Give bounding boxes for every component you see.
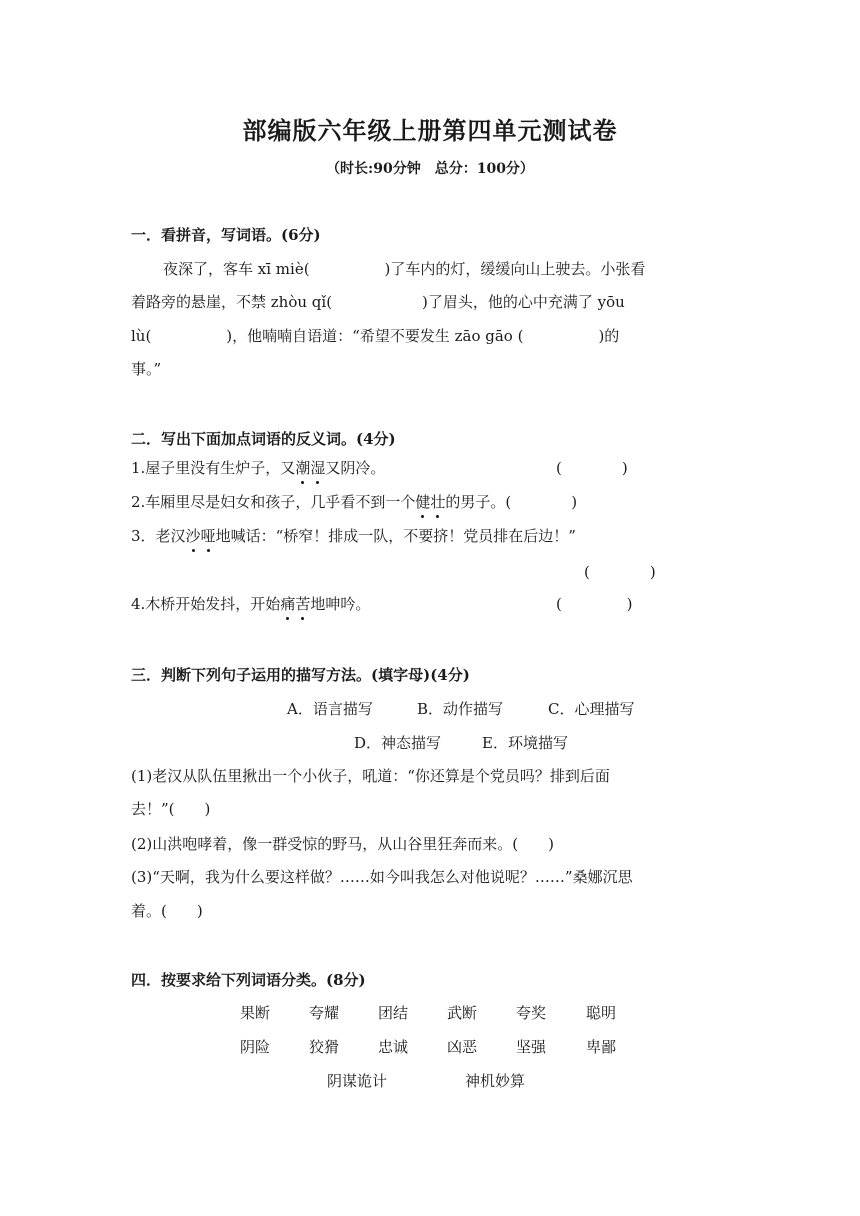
page-title: 部编版六年级上册第四单元测试卷 [242, 117, 618, 145]
word-item: 狡猾 [309, 1038, 340, 1056]
word-item: 神机妙算 [465, 1072, 526, 1090]
section1-line: 事。” [131, 360, 162, 378]
question-text: 的男子。( ) [445, 493, 578, 511]
dotted-char: 潮 [295, 459, 311, 477]
word-item: 凶恶 [447, 1038, 478, 1056]
section3-line: (3)“天啊，我为什么要这样做？……如今叫我怎么对他说呢？……”桑娜沉思 [131, 868, 633, 886]
section3-line: 着。( ) [131, 902, 203, 920]
dotted-char: 壮 [430, 493, 446, 511]
question-text: 3．老汉 [131, 527, 186, 545]
answer-blank: ( ) [556, 459, 628, 477]
word-item: 阴险 [240, 1038, 271, 1056]
section2-question-2 [131, 491, 577, 512]
section1-line: 夜深了，客车 xī miè( )了车内的灯，缓缓向山上驶去。小张看 [163, 260, 646, 278]
word-item: 夸奖 [516, 1004, 547, 1022]
section1-heading: 一．看拼音，写词语。(6分) [131, 226, 321, 244]
option-b: B．动作描写 [417, 700, 504, 718]
question-text: 地喊话：“桥窄！排成一队，不要挤！党员排在后边！” [215, 527, 576, 545]
section2-question-3 [131, 525, 576, 546]
word-item: 武断 [447, 1004, 478, 1022]
section2-heading: 二．写出下面加点词语的反义词。(4分) [131, 430, 396, 448]
section1-line: lù( )，他喃喃自语道：“希望不要发生 zāo gāo ( )的 [131, 327, 620, 345]
question-text: 又阴冷。 [325, 459, 386, 477]
dotted-char: 健 [415, 493, 431, 511]
question-text: 1.屋子里没有生炉子，又 [131, 459, 296, 477]
section4-heading: 四．按要求给下列词语分类。(8分) [131, 971, 366, 989]
word-item: 夸耀 [309, 1004, 340, 1022]
dotted-char: 湿 [310, 459, 326, 477]
section3-line: 去！”( ) [131, 800, 211, 818]
answer-blank: ( ) [556, 595, 633, 613]
section1-line: 着路旁的悬崖，不禁 zhòu qǐ( )了眉头，他的心中充满了 yōu [131, 293, 625, 311]
question-text: 4.木桥开始发抖，开始 [131, 595, 281, 613]
word-item: 聪明 [586, 1004, 617, 1022]
dotted-char: 沙 [185, 527, 201, 545]
dotted-char: 哑 [200, 527, 216, 545]
word-item: 忠诚 [378, 1038, 409, 1056]
section2-question-4 [131, 593, 370, 614]
word-item: 卑鄙 [586, 1038, 617, 1056]
word-item: 坚强 [516, 1038, 547, 1056]
page-subtitle: （时长:90分钟 总分：100分） [326, 161, 534, 177]
word-item: 阴谋诡计 [327, 1072, 388, 1090]
answer-blank: ( ) [584, 563, 656, 581]
question-text: 2.车厢里尽是妇女和孩子，几乎看不到一个 [131, 493, 416, 511]
option-e: E．环境描写 [482, 734, 568, 752]
question-text: 地呻吟。 [310, 595, 371, 613]
option-a: A．语言描写 [287, 700, 373, 718]
option-d: D．神态描写 [354, 734, 442, 752]
word-item: 果断 [240, 1004, 271, 1022]
section3-line: (1)老汉从队伍里揪出一个小伙子，吼道：“你还算是个党员吗？排到后面 [131, 767, 610, 785]
section2-question-1 [131, 457, 385, 478]
section3-heading: 三．判断下列句子运用的描写方法。(填字母)(4分) [131, 666, 470, 684]
dotted-char: 痛 [280, 595, 296, 613]
section3-line: (2)山洪咆哮着，像一群受惊的野马，从山谷里狂奔而来。( ) [131, 835, 554, 853]
dotted-char: 苦 [295, 595, 311, 613]
option-c: C．心理描写 [548, 700, 635, 718]
word-item: 团结 [378, 1004, 409, 1022]
